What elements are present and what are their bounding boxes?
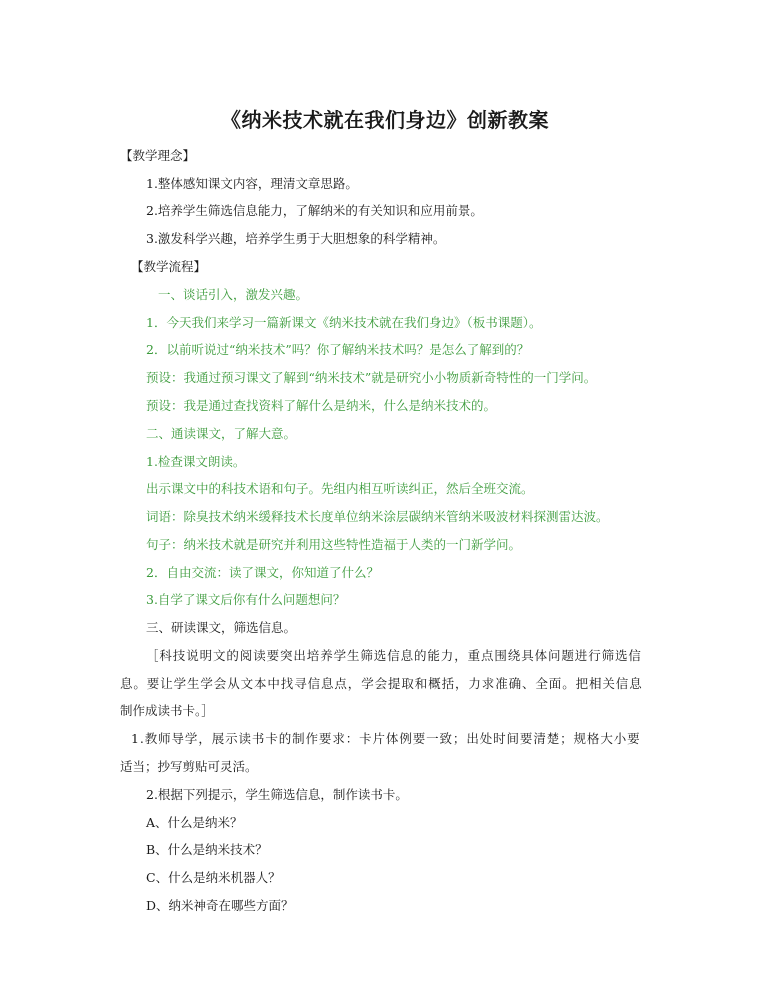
part2-heading: 二、通读课文，了解大意。 [146,426,297,441]
part3-note-line-2: 息。要让学生学会从文本中找寻信息点，学会提取和概括，力求准确、全面。把相关信息 [120,676,643,691]
part2-sentence: 句子：纳米技术就是研究并利用这些特性造福于人类的一门新学问。 [146,537,522,552]
part3-item-2: 2.根据下列提示，学生筛选信息，制作读书卡。 [146,787,408,802]
part1-question-1: 1．今天我们来学习一篇新课文《纳米技术就在我们身边》（板书课题）。 [146,315,542,330]
part2-show: 出示课文中的科技术语和句子。先组内相互听读纠正，然后全班交流。 [146,481,534,496]
part2-words: 词语：除臭技术纳米缓释技术长度单位纳米涂层碳纳米管纳米吸波材料探测雷达波。 [146,509,609,524]
part3-option-b: B、什么是纳米技术？ [146,842,268,857]
part3-option-a: A、什么是纳米？ [146,815,243,830]
document-title: 《纳米技术就在我们身边》创新教案 [221,108,549,132]
part2-step-1: 1.检查课文朗读。 [146,454,246,469]
idea-item-1: 1.整体感知课文内容，理清文章思路。 [146,176,358,191]
part3-item-1-line-1: 1.教师导学，展示读书卡的制作要求：卡片体例要一致；出处时间要清楚；规格大小要 [131,731,641,746]
part3-item-1-line-2: 适当；抄写剪贴可灵活。 [120,759,258,774]
part1-preset-1: 预设：我通过预习课文了解到“纳米技术”就是研究小小物质新奇特性的一门学问。 [146,370,597,385]
idea-item-3: 3.激发科学兴趣，培养学生勇于大胆想象的科学精神。 [146,231,446,246]
part1-question-2: 2．以前听说过“纳米技术”吗？你了解纳米技术吗？是怎么了解到的？ [146,342,530,357]
part3-note-line-3: 制作成读书卡。］ [120,703,214,718]
part3-option-d: D、纳米神奇在哪些方面？ [146,898,294,913]
part2-step-3: 3.自学了课文后你有什么问题想问？ [146,592,346,607]
part3-note-line-1: ［科技说明文的阅读要突出培养学生筛选信息的能力，重点围绕具体问题进行筛选信 [146,648,642,663]
part1-heading: 一、谈话引入，激发兴趣。 [158,287,309,302]
part1-preset-2: 预设：我是通过查找资料了解什么是纳米，什么是纳米技术的。 [146,398,497,413]
section-heading-idea: 【教学理念】 [120,148,196,163]
section-heading-flow: 【教学流程】 [131,259,207,274]
part3-heading: 三、研读课文，筛选信息。 [146,620,297,635]
idea-item-2: 2.培养学生筛选信息能力，了解纳米的有关知识和应用前景。 [146,203,483,218]
part3-option-c: C、什么是纳米机器人？ [146,870,281,885]
part2-step-2: 2．自由交流：读了课文，你知道了什么？ [146,565,379,580]
